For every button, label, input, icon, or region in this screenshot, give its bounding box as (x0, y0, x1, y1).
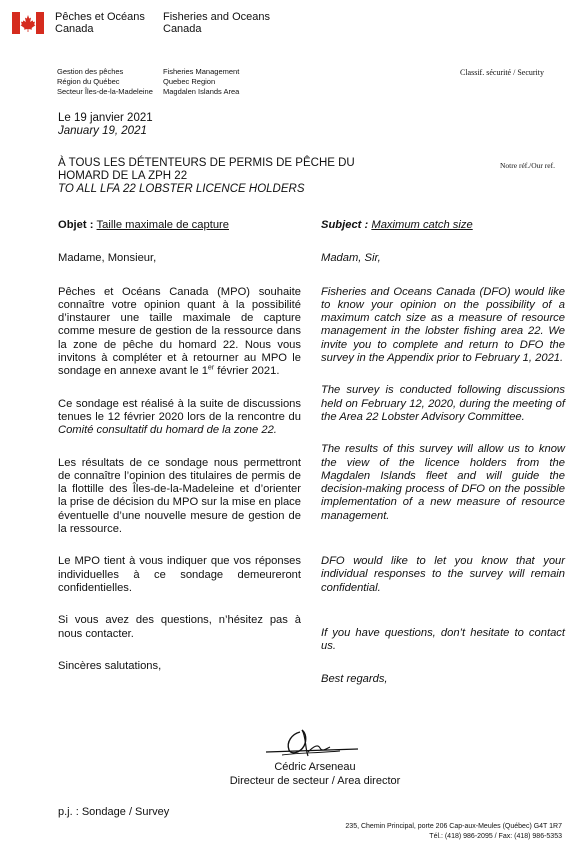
salutation-fr: Madame, Monsieur, (58, 252, 157, 265)
date-en: January 19, 2021 (58, 125, 147, 137)
closing-fr: Sincères salutations, (58, 659, 162, 672)
canada-flag-icon (12, 12, 44, 34)
paragraph-fr-1: Pêches et Océans Canada (MPO) souhaite connaître votre opinion quant à la possibilité d’instaurer une taille maximale de capture comme mesure de gestion de la ressource dans la zone de pêche du homard 22. Nous vous invitons à compléter et à retourner au MPO le sondage en annexe avant le 1er février 2021. (58, 285, 301, 378)
paragraph-en-2: The survey is conducted following discussions held on February 12, 2020, during the meeting of the Area 22 Lobster Advisory Committee. (321, 384, 565, 423)
french-column (58, 219, 301, 673)
security-classification: Classif. sécurité / Security (460, 68, 544, 77)
salutation-en: Madam, Sir, (321, 252, 381, 265)
department-name-en: Fisheries and Oceans Canada (163, 11, 270, 35)
paragraph-fr-5: Si vous avez des questions, n’hésitez pas à nous contacter. (58, 614, 301, 640)
subject-line-fr: Objet : Taille maximale de capture (58, 219, 229, 231)
sector-address-en: Fisheries Management Quebec Region Magdalen Islands Area (163, 67, 240, 96)
enclosure-note: p.j. : Sondage / Survey (58, 806, 170, 818)
paragraph-en-3: The results of this survey will allow us to know the view of the licence holders from the Magdalen Islands fleet and will guide the decision-making process of DFO on the possible implementation of a new measure of resource management. (321, 443, 565, 522)
sector-address-fr: Gestion des pêches Région du Québec Secteur Îles-de-la-Madeleine (57, 67, 153, 96)
paragraph-en-4: DFO would like to let you know that your individual responses to the survey will remain confidential. (321, 555, 565, 594)
reference-label: Notre réf./Our ref. (500, 161, 555, 170)
letter-date (58, 112, 153, 138)
signer-name: Cédric Arseneau (274, 761, 356, 773)
paragraph-fr-4: Le MPO tient à vous indiquer que vos réponses individuelles à ce sondage demeureront confidentielles. (58, 555, 301, 594)
paragraph-en-5: If you have questions, don’t hesitate to contact us. (321, 626, 565, 653)
footer-address: 235, Chemin Principal, porte 206 Cap-aux-Meules (Québec) G4T 1R7 Tél.: (418) 986-2095 / Fax: (418) 986-5353 (345, 823, 562, 840)
paragraph-en-1: Fisheries and Oceans Canada (DFO) would like to know your opinion on the possibility of a maximum catch size as a measure of resource management in the lobster fishing area 22. We invite you to complete and return to DFO the survey in the Appendix prior to February 1, 2021. (321, 285, 565, 365)
signer-title: Directeur de secteur / Area director (229, 775, 401, 787)
handwritten-signature (262, 722, 362, 762)
paragraph-fr-3: Les résultats de ce sondage nous permettront de connaître l’opinion des titulaires de permis de la flottille des Îles-de-la-Madeleine et d’orienter la prise de décision du MPO sur la mise en place éventuelle d’une nouvelle mesure de gestion de la ressource. (58, 456, 301, 536)
department-name-fr: Pêches et Océans Canada (55, 11, 145, 35)
paragraph-fr-2: Ce sondage est réalisé à la suite de discussions tenues le 12 février 2020 lors de la rencontre du Comité consultatif du homard de la zone 22. (58, 397, 301, 437)
addressee-block: À TOUS LES DÉTENTEURS DE PERMIS DE PÊCHE DU HOMARD DE LA ZPH 22 TO ALL LFA 22 LOBSTER LICENCE HOLDERS (58, 157, 355, 195)
english-column (321, 219, 565, 686)
signature-block (210, 760, 420, 788)
closing-en: Best regards, (321, 672, 388, 685)
subject-line-en: Subject : Maximum catch size (321, 219, 473, 231)
date-fr: Le 19 janvier 2021 (58, 112, 153, 124)
